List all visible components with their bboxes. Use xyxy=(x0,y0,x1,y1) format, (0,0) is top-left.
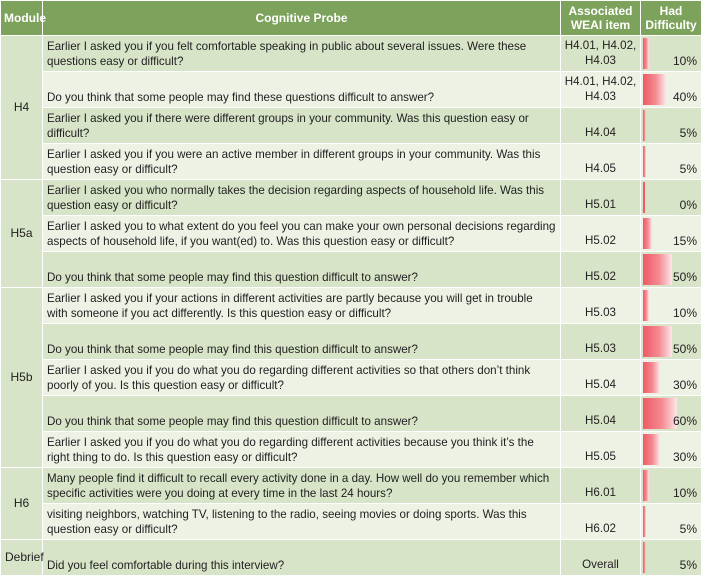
probe-cell: Earlier I asked you to what extent do you feel you can make your own personal decisions regarding aspects of household life, if you want(ed) to. Was this question easy or difficult? xyxy=(43,216,561,252)
difficulty-value: 50% xyxy=(672,342,697,356)
item-header-line2: WEAI item xyxy=(570,18,631,32)
probe-cell: Earlier I asked you if your actions in different activities are partly because you will get in trouble with someone if you act differently. Is this question easy or difficult? xyxy=(43,288,561,324)
difficulty-value: 60% xyxy=(672,414,697,428)
difficulty-cell xyxy=(641,252,701,288)
difficulty-value: 40% xyxy=(672,90,697,104)
table-row xyxy=(1,36,701,72)
item-cell: H4.01, H4.02, H4.03 xyxy=(561,72,641,108)
difficulty-cell xyxy=(641,504,701,540)
probe-cell: Earlier I asked you if you do what you do regarding different activities because you think it’s the right thing to do. Is this question easy or difficult? xyxy=(43,432,561,468)
difficulty-cell xyxy=(641,432,701,468)
table-row xyxy=(1,144,701,180)
difficulty-bar xyxy=(643,218,652,249)
probe-cell: visiting neighbors, watching TV, listening to the radio, seeing movies or doing sports. Was this question easy or difficult? xyxy=(43,504,561,540)
difficulty-bar xyxy=(643,254,672,285)
probe-cell: Do you think that some people may find this question difficult to answer? xyxy=(43,252,561,288)
difficulty-cell xyxy=(641,396,701,432)
module-cell-h5b: H5b xyxy=(1,288,43,468)
item-cell: H5.03 xyxy=(561,288,641,324)
probe-cell: Many people find it difficult to recall every activity done in a day. How well do you remember which specific activities were you doing at every time in the last 24 hours? xyxy=(43,468,561,504)
module-cell-debrief: Debrief xyxy=(1,540,43,576)
difficulty-cell xyxy=(641,180,701,216)
probe-cell: Earlier I asked you if there were different groups in your community. Was this question easy or difficult? xyxy=(43,108,561,144)
difficulty-cell xyxy=(641,72,701,108)
difficulty-bar xyxy=(643,146,646,177)
table-row xyxy=(1,72,701,108)
difficulty-header xyxy=(641,1,701,36)
difficulty-value: 5% xyxy=(679,126,697,140)
probe-cell: Do you think that some people may find these questions difficult to answer? xyxy=(43,72,561,108)
difficulty-bar xyxy=(643,398,677,429)
header-row xyxy=(1,1,701,36)
difficulty-value: 5% xyxy=(679,162,697,176)
difficulty-value: 10% xyxy=(672,54,697,68)
difficulty-cell xyxy=(641,360,701,396)
table-row xyxy=(1,432,701,468)
item-cell: H5.02 xyxy=(561,216,641,252)
item-cell: H4.04 xyxy=(561,108,641,144)
probe-cell: Earlier I asked you if you were an active member in different groups in your community. Was this question easy or difficult? xyxy=(43,144,561,180)
difficulty-bar xyxy=(643,290,649,321)
difficulty-bar xyxy=(643,362,660,393)
probe-cell: Do you think that some people may find this question difficult to answer? xyxy=(43,324,561,360)
item-cell: H5.01 xyxy=(561,180,641,216)
difficulty-value: 0% xyxy=(679,198,697,212)
difficulty-bar xyxy=(643,542,646,573)
table-row xyxy=(1,288,701,324)
module-cell-h6: H6 xyxy=(1,468,43,540)
item-cell: H5.04 xyxy=(561,396,641,432)
difficulty-value: 5% xyxy=(679,522,697,536)
difficulty-cell xyxy=(641,288,701,324)
difficulty-bar xyxy=(643,470,649,501)
difficulty-bar xyxy=(643,506,646,537)
table-row xyxy=(1,216,701,252)
difficulty-value: 50% xyxy=(672,270,697,284)
item-cell: H4.01, H4.02, H4.03 xyxy=(561,36,641,72)
table-row xyxy=(1,468,701,504)
table-row xyxy=(1,360,701,396)
probe-header: Cognitive Probe xyxy=(43,1,561,36)
table-row xyxy=(1,504,701,540)
difficulty-cell xyxy=(641,324,701,360)
table-row xyxy=(1,396,701,432)
table-row xyxy=(1,252,701,288)
difficulty-value: 10% xyxy=(672,486,697,500)
difficulty-bar xyxy=(643,434,660,465)
probe-cell: Did you feel comfortable during this interview? xyxy=(43,540,561,576)
item-cell: H6.02 xyxy=(561,504,641,540)
difficulty-bar xyxy=(643,326,672,357)
module-cell-h4: H4 xyxy=(1,36,43,180)
difficulty-bar xyxy=(643,38,649,69)
difficulty-bar xyxy=(643,74,666,105)
item-header xyxy=(561,1,641,36)
difficulty-value: 15% xyxy=(672,234,697,248)
item-header-line1: Associated xyxy=(568,4,633,18)
difficulty-value: 30% xyxy=(672,378,697,392)
item-cell: H4.05 xyxy=(561,144,641,180)
module-header: Module xyxy=(1,1,43,36)
difficulty-cell xyxy=(641,108,701,144)
probe-cell: Earlier I asked you if you do what you do regarding different activities so that others don’t think poorly of you. Is this question easy or difficult? xyxy=(43,360,561,396)
item-cell: H5.05 xyxy=(561,432,641,468)
difficulty-header-line2: Difficulty xyxy=(645,18,697,32)
item-cell: Overall xyxy=(561,540,641,576)
difficulty-cell xyxy=(641,36,701,72)
difficulty-value: 10% xyxy=(672,306,697,320)
table-row xyxy=(1,180,701,216)
item-cell: H6.01 xyxy=(561,468,641,504)
probe-cell: Earlier I asked you who normally takes the decision regarding aspects of household life. Was this question easy or difficult? xyxy=(43,180,561,216)
table-row xyxy=(1,108,701,144)
probe-cell: Earlier I asked you if you felt comfortable speaking in public about several issues. Were these questions easy or difficult? xyxy=(43,36,561,72)
module-cell-h5a: H5a xyxy=(1,180,43,288)
difficulty-value: 5% xyxy=(679,558,697,572)
item-cell: H5.02 xyxy=(561,252,641,288)
difficulty-bar xyxy=(643,110,646,141)
difficulty-cell xyxy=(641,144,701,180)
table-row xyxy=(1,540,701,576)
difficulty-bar xyxy=(643,182,645,213)
probe-cell: Do you think that some people may find this question difficult to answer? xyxy=(43,396,561,432)
difficulty-cell xyxy=(641,540,701,576)
difficulty-header-line1: Had xyxy=(659,4,683,18)
item-cell: H5.04 xyxy=(561,360,641,396)
table-row xyxy=(1,324,701,360)
difficulty-cell xyxy=(641,216,701,252)
item-cell: H5.03 xyxy=(561,324,641,360)
difficulty-cell xyxy=(641,468,701,504)
difficulty-value: 30% xyxy=(672,450,697,464)
